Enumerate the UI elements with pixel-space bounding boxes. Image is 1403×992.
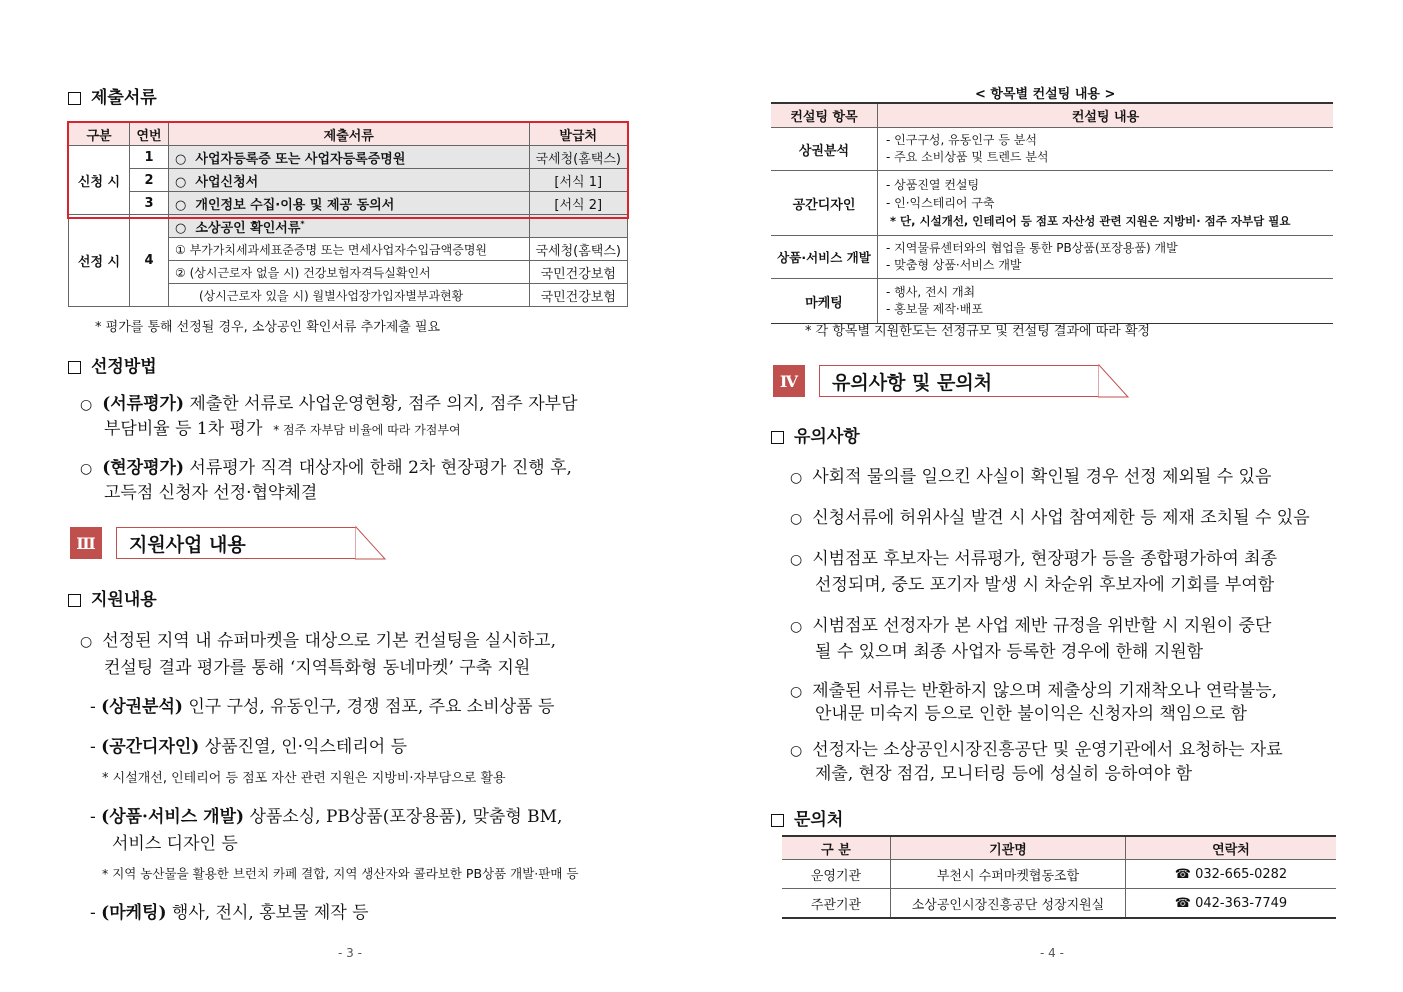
support-heading: 지원내용 (68, 585, 157, 610)
support-detail-2: - (공간디자인) 상품진열, 인·익스테리어 등 (90, 737, 408, 757)
contact-table (782, 835, 1336, 919)
notice-item: ○ 신청서류에 허위사실 발견 시 사업 참여제한 등 제재 조치될 수 있음 (790, 508, 1310, 528)
issuer-cell: [서식 2] (529, 192, 628, 215)
notice-item-line2: 안내문 미숙지 등으로 인한 불이익은 신청자의 책임으로 함 (815, 704, 1247, 724)
issuer-cell: 국세청(홈택스) (529, 238, 628, 261)
consult-content: - 상품진열 컨설팅 - 인·익스테리어 구축 * 단, 시설개선, 인테리어 등 점포 자산성 관련 지원은 지방비· 점주 자부담 필요 (878, 171, 1334, 236)
banner-arrow (1098, 364, 1130, 398)
contact-org: 부천시 수퍼마켓협동조합 (891, 860, 1126, 889)
doc-cell: ○ 개인정보 수집·이용 및 제공 동의서 (169, 192, 530, 215)
checkbox-icon (771, 814, 784, 827)
doc-cell: ○ 사업자등록증 또는 사업자등록증명원 (169, 146, 530, 169)
consult-caption: < 항목별 컨설팅 내용 > (975, 87, 1116, 102)
consult-table (771, 102, 1333, 324)
checkbox-icon (68, 361, 81, 374)
support-item-line2: 컨설팅 결과 평가를 통해 ‘지역특화형 동네마켓’ 구축 지원 (104, 658, 531, 678)
section-title: 유의사항 및 문의처 (819, 365, 1099, 397)
support-detail-3-note: * 지역 농산물을 활용한 브런치 카페 결합, 지역 생산자와 콜라보한 PB상품 개발·판매 등 (102, 866, 579, 881)
table-row (782, 889, 1336, 919)
row-number: 3 (130, 192, 169, 215)
section-number: Ⅳ (773, 365, 805, 397)
checkbox-icon (68, 92, 81, 105)
support-detail-4: - (마케팅) 행사, 전시, 홍보물 제작 등 (90, 903, 369, 923)
table-row (69, 215, 628, 238)
consult-content: - 지역물류센터와의 협업을 통한 PB상품(포장용품) 개발 - 맞춤형 상품·서비스 개발 (878, 236, 1334, 279)
table-row (771, 171, 1333, 236)
table-row (771, 236, 1333, 279)
method-heading: 선정방법 (68, 352, 157, 377)
table-header: 연번 (130, 123, 169, 146)
method-item-1-line2: 부담비율 등 1차 평가 * 점주 자부담 비율에 따라 가점부여 (104, 419, 461, 439)
table-row (782, 860, 1336, 889)
table-row (771, 279, 1333, 324)
notice-item: ○ 제출된 서류는 반환하지 않으며 제출상의 기재착오나 연락불능, (790, 681, 1278, 701)
table-row (69, 146, 628, 169)
notice-item-line2: 선정되며, 중도 포기자 발생 시 차순위 후보자에 기회를 부여함 (815, 575, 1275, 595)
contact-type: 주관기관 (782, 889, 891, 919)
table-header: 구분 (69, 123, 130, 146)
section-number: Ⅲ (70, 527, 102, 559)
method-item-1: ○ (서류평가) 제출한 서류로 사업운영현황, 점주 의지, 점주 자부담 (80, 394, 578, 414)
table-header-row (782, 836, 1336, 860)
doc-cell: ○ 소상공인 확인서류* (169, 215, 530, 238)
table-header: 제출서류 (169, 123, 530, 146)
support-detail-2-note: * 시설개선, 인테리어 등 점포 자산 관련 지원은 지방비·자부담으로 활용 (102, 771, 506, 786)
row-number: 2 (130, 169, 169, 192)
issuer-cell: 국민건강보험 (529, 284, 628, 307)
consult-note: * 각 항목별 지원한도는 선정규모 및 컨설팅 결과에 따라 확정 (805, 324, 1151, 339)
submit-heading: 제출서류 (68, 83, 157, 108)
table-row (771, 128, 1333, 171)
issuer-cell (529, 215, 628, 238)
consult-item: 마케팅 (771, 279, 878, 324)
support-detail-3-line2: 서비스 디자인 등 (112, 834, 238, 854)
notice-item: ○ 선정자는 소상공인시장진흥공단 및 운영기관에서 요청하는 자료 (790, 740, 1283, 760)
notes-heading: 유의사항 (771, 422, 860, 447)
checkbox-icon (68, 594, 81, 607)
contact-heading: 문의처 (771, 805, 843, 830)
table-header-row (69, 123, 628, 146)
table-row (69, 192, 628, 215)
issuer-cell: [서식 1] (529, 169, 628, 192)
table-header-row (771, 103, 1333, 128)
support-item: ○ 선정된 지역 내 슈퍼마켓을 대상으로 기본 컨설팅을 실시하고, (80, 631, 556, 651)
table-header: 컨설팅 내용 (878, 103, 1334, 128)
table-header: 기관명 (891, 836, 1126, 860)
doc-cell: ○ 사업신청서 (169, 169, 530, 192)
row-number: 4 (130, 215, 169, 307)
table-header: 구 분 (782, 836, 891, 860)
group-label: 신청 시 (69, 146, 130, 215)
consult-content: - 인구구성, 유동인구 등 분석 - 주요 소비상품 및 트렌드 분석 (878, 128, 1334, 171)
table-header: 발급처 (529, 123, 628, 146)
contact-phone: ☎ 042-363-7749 (1174, 895, 1288, 911)
consult-item: 공간디자인 (771, 171, 878, 236)
support-detail-1: - (상권분석) 인구 구성, 유동인구, 경쟁 점포, 주요 소비상품 등 (90, 697, 555, 717)
page-number: - 4 - (1040, 946, 1064, 960)
submit-note: * 평가를 통해 선정될 경우, 소상공인 확인서류 추가제출 필요 (95, 320, 441, 335)
group-label: 선정 시 (69, 215, 130, 307)
table-header: 연락처 (1126, 836, 1337, 860)
doc-cell: ① 부가가치세과세표준증명 또는 면세사업자수입금액증명원 (169, 238, 530, 261)
contact-phone: ☎ 032-665-0282 (1126, 860, 1337, 889)
contact-type: 운영기관 (782, 860, 891, 889)
contact-org: 소상공인시장진흥공단 성장지원실 (891, 889, 1126, 919)
notice-item: ○ 시범점포 선정자가 본 사업 제반 규정을 위반할 시 지원이 중단 (790, 616, 1272, 636)
issuer-cell: 국민건강보험 (529, 261, 628, 284)
notice-item-line2: 제출, 현장 점검, 모니터링 등에 성실히 응하여야 함 (815, 764, 1193, 784)
submit-docs-table (68, 122, 628, 307)
section-title: 지원사업 내용 (116, 527, 356, 559)
method-item-2-line2: 고득점 신청자 선정·협약체결 (104, 483, 318, 503)
table-header: 컨설팅 항목 (771, 103, 878, 128)
row-number: 1 (130, 146, 169, 169)
consult-item: 상품·서비스 개발 (771, 236, 878, 279)
banner-arrow (355, 526, 387, 560)
notice-item: ○ 사회적 물의를 일으킨 사실이 확인될 경우 선정 제외될 수 있음 (790, 467, 1272, 487)
notice-item: ○ 시범점포 후보자는 서류평가, 현장평가 등을 종합평가하여 최종 (790, 549, 1278, 569)
issuer-cell: 국세청(홈택스) (529, 146, 628, 169)
doc-cell: (상시근로자 있을 시) 월별사업장가입자별부과현황 (169, 284, 530, 307)
support-detail-3: - (상품·서비스 개발) 상품소싱, PB상품(포장용품), 맞춤형 BM, (90, 807, 563, 827)
checkbox-icon (771, 431, 784, 444)
method-item-2: ○ (현장평가) 서류평가 직격 대상자에 한해 2차 현장평가 진행 후, (80, 458, 572, 478)
table-row (69, 169, 628, 192)
page-number: - 3 - (338, 946, 362, 960)
doc-cell: ② (상시근로자 없을 시) 건강보험자격득실확인서 (169, 261, 530, 284)
notice-item-line2: 될 수 있으며 최종 사업자 등록한 경우에 한해 지원함 (815, 642, 1204, 662)
consult-item: 상권분석 (771, 128, 878, 171)
consult-content: - 행사, 전시 개최 - 홍보물 제작·배포 (878, 279, 1334, 324)
